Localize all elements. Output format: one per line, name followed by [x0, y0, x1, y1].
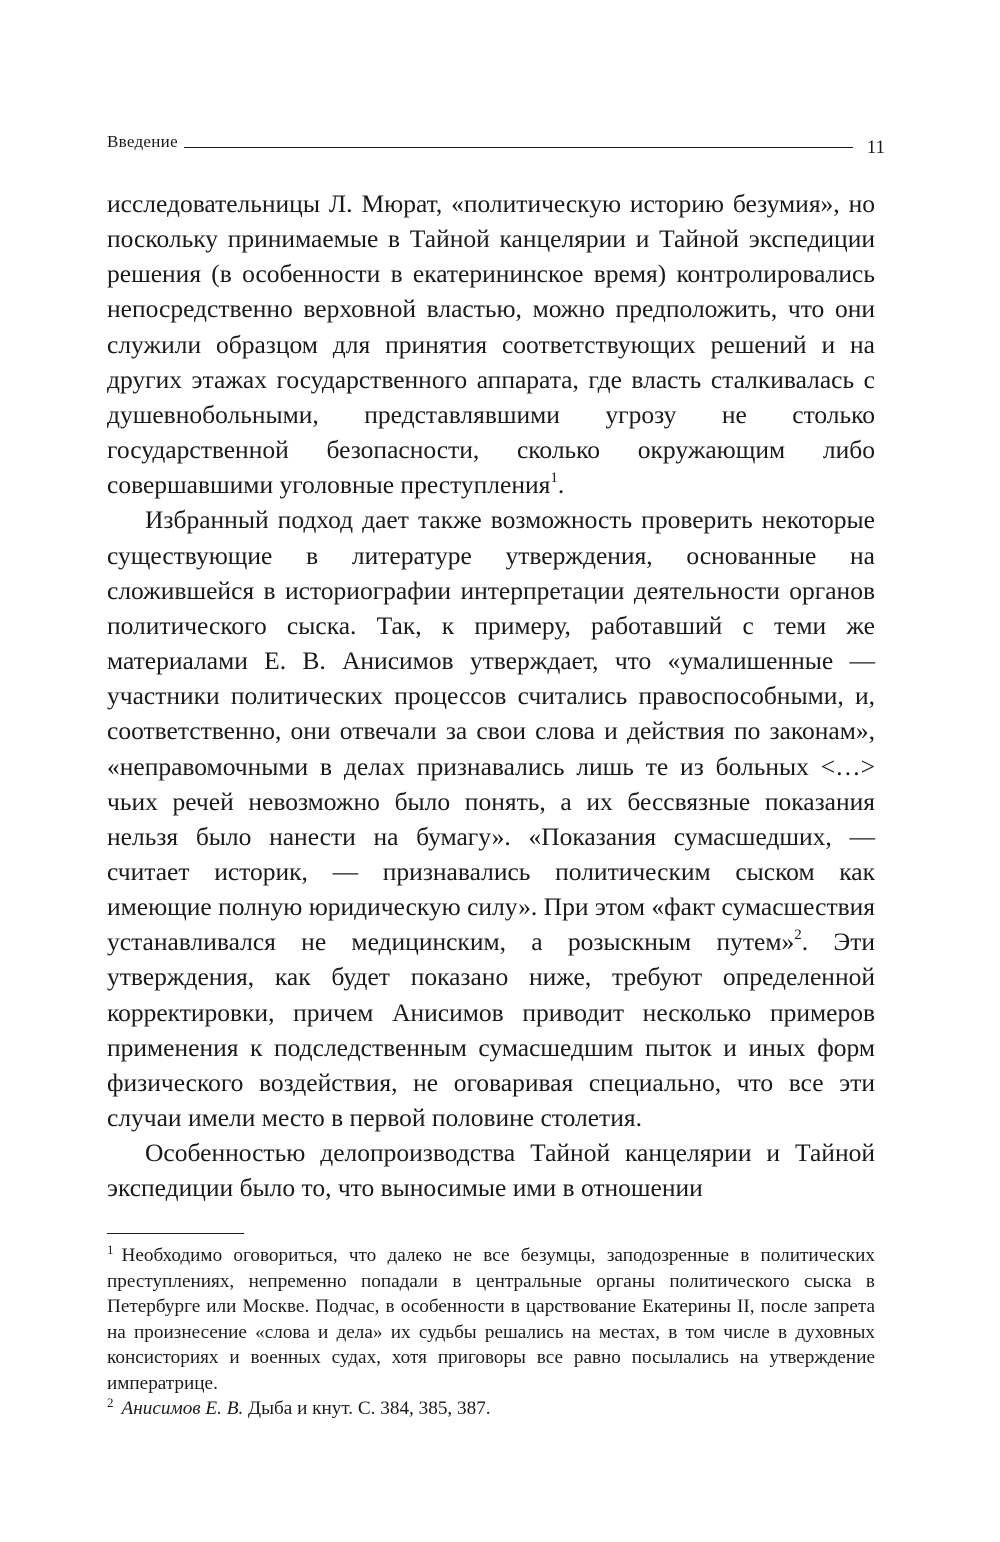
section-title: Введение	[107, 132, 178, 151]
footnote-2	[107, 1396, 875, 1422]
footnote-2-text: Дыба и кнут. С. 384, 385, 387.	[243, 1398, 491, 1419]
footnote-ref-1[interactable]: 1	[550, 469, 558, 486]
footnote-1	[107, 1243, 875, 1396]
footnote-2-author: Анисимов Е. В.	[121, 1398, 244, 1419]
footnote-ref-2[interactable]: 2	[794, 926, 802, 943]
footnote-1-text: Необходимо оговориться, что далеко не все безумцы, заподозренные в политических преступлениях, непременно попадали в центральные органы политического сыска в Петербурге или Москве. Подчас, в особенности в царствование Екатерины II, после запрета на произнесение «слова и дела» их судьбы решались на местах, в том числе в духовных консисториях и военных судах, хотя приговоры все равно посылались на утверждение императрице.	[107, 1245, 875, 1394]
paragraph-3: Особенностью делопроизводства Тайной канцелярии и Тайной экспедиции было то, что выносимые ими в отношении	[107, 1138, 875, 1203]
footnote-mark-2: 2	[107, 1394, 114, 1410]
main-text	[107, 186, 875, 1206]
paragraph-2	[107, 502, 875, 1135]
paragraph-1-end: .	[557, 470, 565, 500]
paragraph-2-rest: . Эти утверждения, как будет показано ниже, требуют определенной корректировки, причем Анисимов приводит несколько примеров применения к подследственным сумасшедшим пыток и иных форм физического воздействия, не оговаривая специально, что все эти случаи имели место в первой половине столетия.	[107, 927, 875, 1133]
footnote-mark-1: 1	[107, 1241, 114, 1257]
footnotes	[107, 1243, 875, 1422]
header-rule	[184, 147, 853, 148]
page-number: 11	[866, 137, 885, 158]
paragraph-1	[107, 186, 875, 502]
paragraph-1-text: исследовательницы Л. Мюрат, «политическую историю безумия», но поскольку принимаемые в Тайной канцелярии и Тайной экспедиции решения (в особенности в екатерининское время) контролировались непосредственно верховной властью, можно предположить, что они служили образцом для принятия соответствующих решений и на других этажах государственного аппарата, где власть сталкивалась с душевнобольными, представлявшими угрозу не столько государственной безопасности, сколько окружающим либо совершавшими уголовные преступления	[107, 189, 875, 500]
footnote-separator	[107, 1233, 244, 1234]
paragraph-2-text: Избранный подход дает также возможность проверить некоторые существующие в литературе утверждения, основанные на сложившейся в историографии интерпретации деятельности органов политического сыска. Так, к примеру, работавший с теми же материалами Е. В. Анисимов утверждает, что «умалишенные — участники политических процессов считались правоспособными, и, соответственно, они отвечали за свои слова и действия по законам», «неправомочными в делах признавались лишь те из больных <…> чьих речей невозможно было понять, а их бессвязные показания нельзя было нанести на бумагу». «Показания сумасшедших, — считает историк, — признавались политическим сыском как имеющие полную юридическую силу». При этом «факт сумасшествия устанавливался не медицинским, а розыскным путем»	[107, 505, 876, 957]
running-head	[107, 122, 885, 158]
